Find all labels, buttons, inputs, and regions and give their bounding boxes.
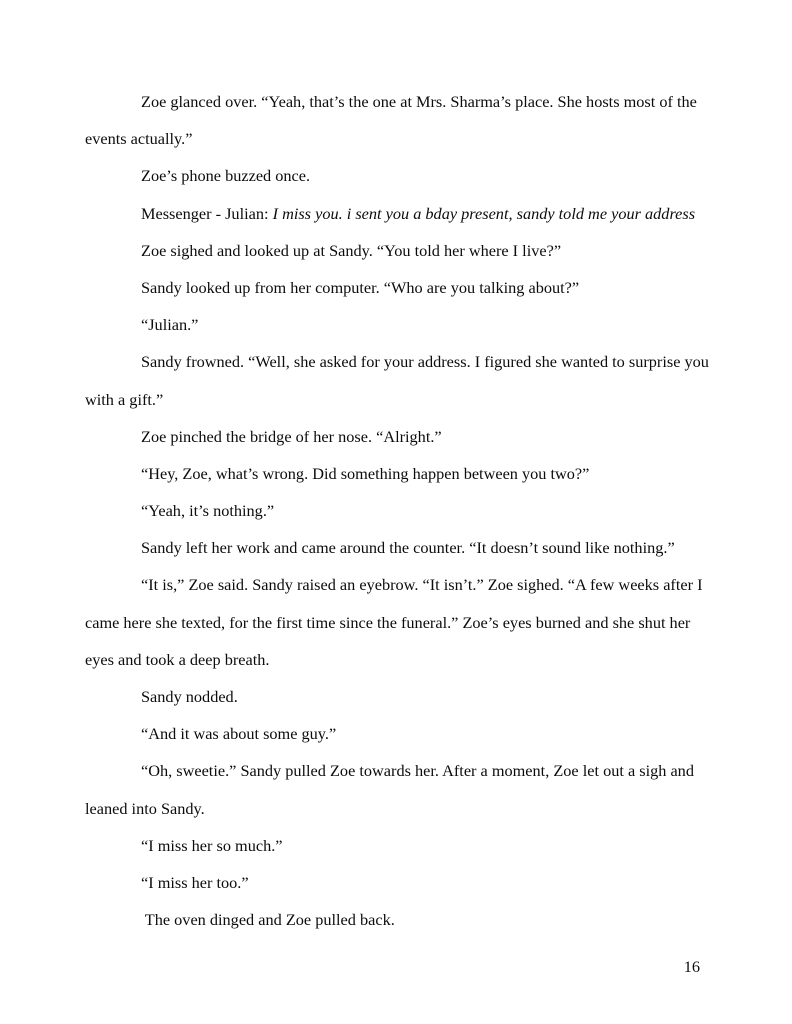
text-run: The oven dinged and Zoe pulled back. <box>141 910 395 930</box>
text-line <box>85 306 701 343</box>
text-run: “I miss her so much.” <box>141 835 283 855</box>
text-run: “It is,” Zoe said. Sandy raised an eyebrow. “It isn’t.” Zoe sighed. “A few weeks after I <box>141 575 703 595</box>
text-run: Messenger - Julian: <box>141 203 273 223</box>
text-run: events actually.” <box>85 129 193 149</box>
text-run: “Oh, sweetie.” Sandy pulled Zoe towards her. After a moment, Zoe let out a sigh and <box>141 761 694 781</box>
text-line <box>85 269 701 306</box>
text-run: “Yeah, it’s nothing.” <box>141 501 275 521</box>
text-line <box>85 232 701 269</box>
text-run: Sandy looked up from her computer. “Who are you talking about?” <box>141 277 580 297</box>
page-number: 16 <box>683 957 700 976</box>
text-run: Zoe’s phone buzzed once. <box>141 166 311 186</box>
page-body <box>85 83 709 938</box>
text-line <box>85 790 701 827</box>
text-line <box>85 901 701 938</box>
text-line <box>85 715 701 752</box>
text-line <box>85 418 701 455</box>
text-line <box>85 864 701 901</box>
text-line <box>85 641 701 678</box>
text-line <box>85 83 701 120</box>
text-run: came here she texted, for the first time since the funeral.” Zoe’s eyes burned and she shut her <box>85 612 691 632</box>
text-run: Zoe pinched the bridge of her nose. “Alright.” <box>141 426 442 446</box>
text-line <box>85 604 701 641</box>
text-line <box>85 120 701 157</box>
text-line <box>85 529 701 566</box>
text-run: “Julian.” <box>141 315 199 335</box>
text-run: “I miss her too.” <box>141 872 249 892</box>
text-line <box>85 195 701 232</box>
text-line <box>85 343 709 380</box>
text-run: Sandy nodded. <box>141 687 238 706</box>
text-run: Sandy frowned. “Well, she asked for your address. I figured she wanted to surprise you <box>141 352 709 372</box>
text-run: Sandy left her work and came around the counter. “It doesn’t sound like nothing.” <box>141 538 675 558</box>
text-run: Zoe glanced over. “Yeah, that’s the one at Mrs. Sharma’s place. She hosts most of the <box>141 92 697 111</box>
text-line <box>85 157 701 194</box>
text-run: Zoe sighed and looked up at Sandy. “You told her where I live?” <box>141 240 562 260</box>
text-run: “And it was about some guy.” <box>141 724 337 744</box>
text-line <box>85 566 701 603</box>
text-run: leaned into Sandy. <box>85 798 205 818</box>
text-line <box>85 492 701 529</box>
text-line <box>85 752 701 789</box>
text-line <box>85 455 701 492</box>
text-run: with a gift.” <box>85 389 164 409</box>
text-run: “Hey, Zoe, what’s wrong. Did something happen between you two?” <box>141 463 590 483</box>
text-line <box>85 381 701 418</box>
text-line <box>85 678 701 715</box>
italic-text-run: I miss you. i sent you a bday present, sandy told me your address <box>272 203 696 223</box>
text-line <box>85 827 701 864</box>
text-run: eyes and took a deep breath. <box>85 649 270 669</box>
